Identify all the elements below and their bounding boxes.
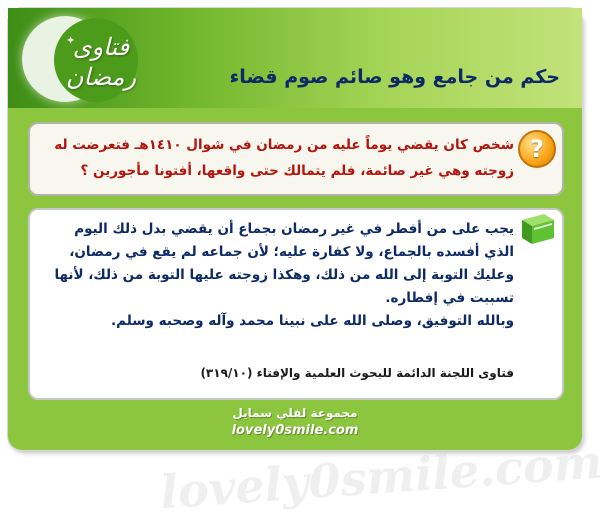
- star-icon: ✦: [66, 34, 76, 47]
- question-text: شخص كان يقضي يوماً عليه من رمضان في شوال ١٤١٠هـ فتعرضت له زوجته وهي غير صائمة، فلم يتمالك حتى واقعها، أفتونا مأجورين ؟: [54, 137, 514, 179]
- book-icon: [518, 210, 558, 246]
- question-mark-icon: ?: [518, 130, 556, 168]
- footer-group-name: مجموعة لفلي سمايل: [232, 406, 358, 420]
- question-box: [28, 122, 564, 196]
- fatwa-card: [8, 8, 604, 519]
- watermark: lovely0smile.com: [158, 434, 604, 519]
- fatwa-source: فتاوى اللجنة الدائمة للبحوث العلمية والإفتاء (٣١٩/١٠): [200, 366, 514, 380]
- ramadan-fatwa-logo: فتاوى رمضان: [65, 33, 137, 91]
- answer-closing: وبالله التوفيق، وصلى الله على نبينا محمد وآله وصحبه وسلم.: [111, 313, 514, 329]
- footer-site-link[interactable]: lovely0smile.com: [231, 423, 359, 438]
- header-banner: [8, 8, 582, 108]
- page-title: حكم من جامع وهو صائم صوم قضاء: [229, 66, 560, 88]
- answer-text: [44, 218, 514, 333]
- answer-paragraph: يجب على من أفطر في غير رمضان بجماع أن يقضي بدل ذلك اليوم الذي أفسده بالجماع، ولا كفارة عليه؛ لأن جماعه لم يقع في رمضان، وعليك التوبة إلى الله من ذلك، وهكذا زوجته عليها التوبة من ذلك، لأنها تسببت في إفطاره.: [54, 221, 514, 306]
